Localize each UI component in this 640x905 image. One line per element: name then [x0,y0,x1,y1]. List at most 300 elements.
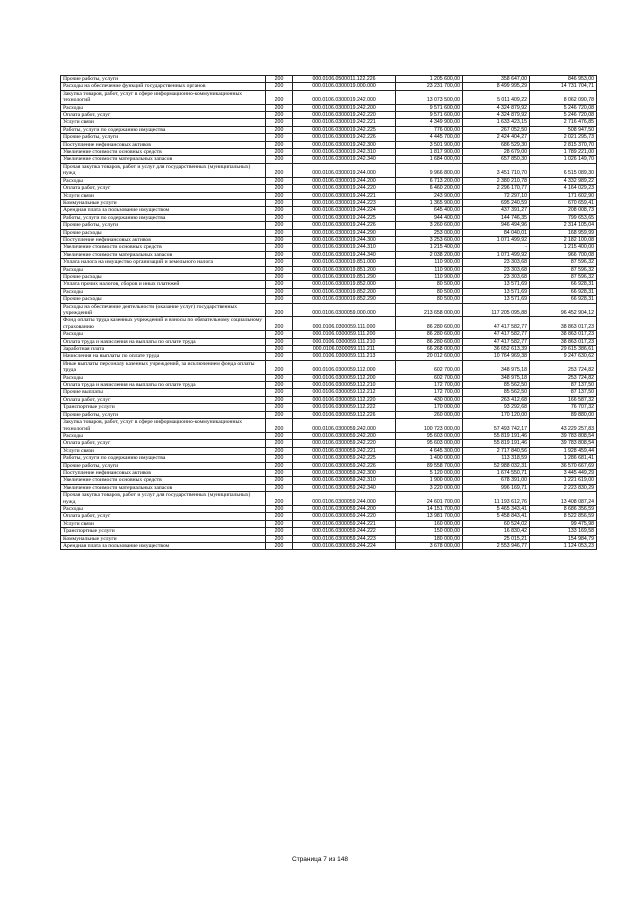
line-name-cell: Работы, услуги по содержанию имущества [61,455,266,462]
table-row [61,134,597,141]
unexecuted-amount-cell: 87 137,50 [530,382,597,389]
line-name-cell: Увеличение стоимости материальных запасов [61,484,266,491]
table-row [61,141,597,148]
table-row [61,126,597,133]
budget-classification-code-cell: 000.0106.0300019.851.000 [293,259,396,266]
line-code-cell: 200 [266,134,293,141]
line-code-cell: 200 [266,505,293,512]
table-row [61,288,597,295]
budget-classification-code-cell: 000.0106.0300059.112.226 [293,411,396,418]
approved-amount-cell: 9 571 600,00 [396,112,463,119]
approved-amount-cell: 180 000,00 [396,535,463,542]
approved-amount-cell: 150 000,00 [396,528,463,535]
unexecuted-amount-cell: 208 008,73 [530,207,597,214]
executed-amount-cell: 170 120,00 [463,411,530,418]
unexecuted-amount-cell: 508 947,50 [530,126,597,133]
executed-amount-cell: 2 717 840,56 [463,447,530,454]
unexecuted-amount-cell: 87 596,32 [530,266,597,273]
budget-classification-code-cell: 000.0106.0300019.851.290 [293,273,396,280]
budget-classification-code-cell: 000.0106.0300059.111.000 [293,317,396,331]
table-row [61,303,597,317]
table-row [61,396,597,403]
approved-amount-cell: 86 280 600,00 [396,317,463,331]
unexecuted-amount-cell: 1 221 619,00 [530,477,597,484]
unexecuted-amount-cell: 87 137,50 [530,389,597,396]
line-name-cell: Поступление нефинансовых активов [61,141,266,148]
approved-amount-cell: 172 700,00 [396,382,463,389]
table-row [61,484,597,491]
line-name-cell: Оплата труда и начисления на выплаты по оплате труда [61,338,266,345]
line-code-cell: 200 [266,346,293,353]
approved-amount-cell: 6 713 200,00 [396,177,463,184]
approved-amount-cell: 3 253 600,00 [396,236,463,243]
budget-classification-code-cell: 000.0106.0300059.244.222 [293,528,396,535]
table-row [61,543,597,550]
executed-amount-cell: - [463,244,530,251]
line-name-cell: Уплата налога на имущество организаций и земельного налога [61,259,266,266]
table-row [61,535,597,542]
line-name-cell: Работы, услуги по содержанию имущества [61,126,266,133]
executed-amount-cell: 144 746,35 [463,214,530,221]
unexecuted-amount-cell: 39 783 808,54 [530,432,597,439]
budget-classification-code-cell: 000.0106.0300019.244.226 [293,222,396,229]
budget-classification-code-cell: 000.0106.0300059.112.220 [293,396,396,403]
unexecuted-amount-cell: 2 815 370,70 [530,141,597,148]
line-code-cell: 200 [266,492,293,506]
approved-amount-cell: 20 012 600,00 [396,353,463,360]
approved-amount-cell: 602 700,00 [396,374,463,381]
line-name-cell: Коммунальные услуги [61,199,266,206]
table-row [61,374,597,381]
executed-amount-cell: 85 562,50 [463,389,530,396]
table-row [61,163,597,177]
approved-amount-cell: 3 678 000,00 [396,543,463,550]
line-code-cell: 200 [266,296,293,303]
table-row [61,251,597,258]
unexecuted-amount-cell: 5 246 720,08 [530,104,597,111]
approved-amount-cell: 243 900,00 [396,192,463,199]
unexecuted-amount-cell: 2 716 476,85 [530,119,597,126]
unexecuted-amount-cell: 3 445 449,29 [530,469,597,476]
budget-classification-code-cell: 000.0106.0300059.244.200 [293,505,396,512]
budget-classification-code-cell: 000.0106.0300059.242.225 [293,455,396,462]
budget-classification-code-cell: 000.0106.0300059.242.300 [293,469,396,476]
line-code-cell: 200 [266,353,293,360]
budget-classification-code-cell: 000.0106.0300059.111.210 [293,338,396,345]
approved-amount-cell: 1 684 000,00 [396,156,463,163]
line-name-cell: Расходы на обеспечение деятельности (оказание услуг) государственных учреждений [61,303,266,317]
line-name-cell: Увеличение стоимости основных средств [61,477,266,484]
line-name-cell: Оплата работ, услуг [61,396,266,403]
table-row [61,185,597,192]
executed-amount-cell: 358 647,00 [463,76,530,83]
executed-amount-cell: 47 417 582,77 [463,338,530,345]
budget-classification-code-cell: 000.0106.0300019.851.200 [293,266,396,273]
executed-amount-cell: 4 324 879,92 [463,112,530,119]
unexecuted-amount-cell: 9 247 630,62 [530,353,597,360]
approved-amount-cell: 1 365 900,00 [396,199,463,206]
line-code-cell: 200 [266,177,293,184]
executed-amount-cell: 5 011 409,22 [463,90,530,104]
approved-amount-cell: 9 966 800,00 [396,163,463,177]
unexecuted-amount-cell: 171 602,90 [530,192,597,199]
budget-classification-code-cell: 000.0106.0300059.244.221 [293,520,396,527]
unexecuted-amount-cell: 87 596,32 [530,259,597,266]
budget-classification-code-cell: 000.0106.0300059.244.220 [293,513,396,520]
approved-amount-cell: 13 981 700,00 [396,513,463,520]
executed-amount-cell: 348 975,18 [463,360,530,374]
line-code-cell: 200 [266,419,293,433]
unexecuted-amount-cell: 89 880,00 [530,411,597,418]
table-row [61,505,597,512]
line-name-cell: Арендная плата за пользование имуществом [61,207,266,214]
table-row [61,90,597,104]
approved-amount-cell: 95 603 000,00 [396,432,463,439]
line-name-cell: Начисления на выплаты по оплате труда [61,353,266,360]
table-row [61,432,597,439]
budget-classification-code-cell: 000.0106.0300059.242.226 [293,462,396,469]
line-name-cell: Прочие работы, услуги [61,462,266,469]
line-name-cell: Фонд оплаты труда казенных учреждений и взносы по обязательному социальному страхованию [61,317,266,331]
budget-classification-code-cell: 000.0106.0300059.242.340 [293,484,396,491]
line-name-cell: Работы, услуги по содержанию имущества [61,214,266,221]
table-row [61,469,597,476]
executed-amount-cell: 678 391,00 [463,477,530,484]
unexecuted-amount-cell: 133 169,58 [530,528,597,535]
approved-amount-cell: 4 349 900,00 [396,119,463,126]
line-code-cell: 200 [266,389,293,396]
approved-amount-cell: 645 400,00 [396,207,463,214]
table-row [61,528,597,535]
budget-classification-code-cell: 000.0106.0300059.111.211 [293,346,396,353]
approved-amount-cell: 1 900 000,00 [396,477,463,484]
line-name-cell: Уплата прочих налогов, сборов и иных платежей [61,281,266,288]
approved-amount-cell: 944 400,00 [396,214,463,221]
line-name-cell: Прочие работы, услуги [61,222,266,229]
table-row [61,214,597,221]
unexecuted-amount-cell: 966 700,08 [530,251,597,258]
table-row [61,229,597,236]
unexecuted-amount-cell: 29 615 386,61 [530,346,597,353]
executed-amount-cell: 348 975,18 [463,374,530,381]
line-code-cell: 200 [266,411,293,418]
approved-amount-cell: 80 500,00 [396,288,463,295]
budget-classification-code-cell: 000.0106.0300019.242.226 [293,134,396,141]
executed-amount-cell: 47 417 582,77 [463,317,530,331]
line-name-cell: Заработная плата [61,346,266,353]
executed-amount-cell: 437 391,27 [463,207,530,214]
unexecuted-amount-cell: 14 731 704,71 [530,83,597,90]
executed-amount-cell: 695 240,59 [463,199,530,206]
approved-amount-cell: 430 000,00 [396,396,463,403]
executed-amount-cell: 13 571,69 [463,296,530,303]
approved-amount-cell: 3 220 000,00 [396,484,463,491]
unexecuted-amount-cell: 39 783 808,54 [530,440,597,447]
budget-classification-code-cell: 000.0106.0300059.112.212 [293,389,396,396]
table-row [61,199,597,206]
table-row [61,83,597,90]
executed-amount-cell: 2 424 404,27 [463,134,530,141]
approved-amount-cell: 260 000,00 [396,411,463,418]
line-code-cell: 200 [266,259,293,266]
approved-amount-cell: 80 500,00 [396,296,463,303]
unexecuted-amount-cell: 66 928,31 [530,281,597,288]
line-code-cell: 200 [266,455,293,462]
unexecuted-amount-cell: 166 587,32 [530,396,597,403]
executed-amount-cell: 2 553 946,77 [463,543,530,550]
table-row [61,192,597,199]
line-name-cell: Прочая закупка товаров, работ и услуг для государственных (муниципальных) нужд [61,492,266,506]
line-code-cell: 200 [266,207,293,214]
budget-classification-code-cell: 000.0106.0300019.242.340 [293,156,396,163]
executed-amount-cell: 55 819 191,46 [463,432,530,439]
budget-classification-code-cell: 000.0106.0300019.244.310 [293,244,396,251]
unexecuted-amount-cell: 66 928,31 [530,288,597,295]
line-name-cell: Оплата труда и начисления на выплаты по оплате труда [61,382,266,389]
unexecuted-amount-cell: 13 408 087,24 [530,492,597,506]
line-code-cell: 200 [266,199,293,206]
unexecuted-amount-cell: 87 596,32 [530,273,597,280]
budget-classification-code-cell: 000.0106.0300059.112.200 [293,374,396,381]
line-code-cell: 200 [266,222,293,229]
unexecuted-amount-cell: 8 522 856,59 [530,513,597,520]
table-row [61,222,597,229]
unexecuted-amount-cell: 1 124 053,23 [530,543,597,550]
line-code-cell: 200 [266,440,293,447]
budget-classification-code-cell: 000.0106.0300019.244.340 [293,251,396,258]
executed-amount-cell: 23 303,68 [463,266,530,273]
line-name-cell: Коммунальные услуги [61,535,266,542]
line-code-cell: 200 [266,104,293,111]
budget-classification-code-cell: 000.0106.0300019.242.220 [293,112,396,119]
unexecuted-amount-cell: 2 223 830,29 [530,484,597,491]
budget-classification-code-cell: 000.0106.0300019.244.225 [293,214,396,221]
budget-classification-code-cell: 000.0106.0300019.244.221 [293,192,396,199]
unexecuted-amount-cell: 96 452 904,12 [530,303,597,317]
table-row [61,477,597,484]
approved-amount-cell: 1 215 400,00 [396,244,463,251]
table-row [61,353,597,360]
table-row [61,236,597,243]
approved-amount-cell: 110 900,00 [396,266,463,273]
line-code-cell: 200 [266,520,293,527]
approved-amount-cell: 24 601 700,00 [396,492,463,506]
line-name-cell: Услуги связи [61,192,266,199]
approved-amount-cell: 80 500,00 [396,281,463,288]
budget-classification-code-cell: 000.0106.0300019.242.310 [293,149,396,156]
approved-amount-cell: 5 120 000,00 [396,469,463,476]
line-name-cell: Услуги связи [61,447,266,454]
line-code-cell: 200 [266,513,293,520]
budget-classification-code-cell: 000.0106.0300059.244.000 [293,492,396,506]
line-name-cell: Расходы [61,374,266,381]
executed-amount-cell: 2 380 210,78 [463,177,530,184]
table-row [61,177,597,184]
approved-amount-cell: 213 658 000,00 [396,303,463,317]
executed-amount-cell: 263 412,68 [463,396,530,403]
table-row [61,119,597,126]
executed-amount-cell: 13 571,69 [463,288,530,295]
line-code-cell: 200 [266,432,293,439]
budget-classification-code-cell: 000.0106.0300059.000.000 [293,303,396,317]
line-name-cell: Оплата работ, услуг [61,440,266,447]
table-row [61,281,597,288]
executed-amount-cell: 657 850,30 [463,156,530,163]
line-name-cell: Транспортные услуги [61,528,266,535]
executed-amount-cell: 1 071 499,92 [463,236,530,243]
line-name-cell: Увеличение стоимости основных средств [61,149,266,156]
approved-amount-cell: 160 000,00 [396,520,463,527]
line-name-cell: Расходы [61,104,266,111]
table-row [61,389,597,396]
line-name-cell: Расходы [61,432,266,439]
line-name-cell: Прочие работы, услуги [61,134,266,141]
table-row [61,296,597,303]
table-row [61,440,597,447]
unexecuted-amount-cell: 1 026 149,70 [530,156,597,163]
table-row [61,492,597,506]
executed-amount-cell: 28 679,00 [463,149,530,156]
executed-amount-cell: 85 562,50 [463,382,530,389]
budget-classification-code-cell: 000.0106.0300019.852.290 [293,296,396,303]
approved-amount-cell: 253 000,00 [396,229,463,236]
line-name-cell: Арендная плата за пользование имуществом [61,543,266,550]
line-code-cell: 200 [266,543,293,550]
executed-amount-cell: 1 674 550,71 [463,469,530,476]
unexecuted-amount-cell: 253 724,82 [530,360,597,374]
line-code-cell: 200 [266,149,293,156]
table-row [61,244,597,251]
executed-amount-cell: 946 494,96 [463,222,530,229]
line-code-cell: 200 [266,338,293,345]
line-name-cell: Поступление нефинансовых активов [61,469,266,476]
line-code-cell: 200 [266,404,293,411]
unexecuted-amount-cell: 5 246 720,08 [530,112,597,119]
approved-amount-cell: 170 000,00 [396,404,463,411]
budget-classification-code-cell: 000.0106.0300059.242.220 [293,440,396,447]
executed-amount-cell: 1 633 423,15 [463,119,530,126]
executed-amount-cell: 57 493 742,17 [463,419,530,433]
executed-amount-cell: 113 318,59 [463,455,530,462]
line-name-cell: Оплата работ, услуг [61,513,266,520]
budget-classification-code-cell: 000.0106.0300059.112.000 [293,360,396,374]
table-row [61,520,597,527]
line-code-cell: 200 [266,288,293,295]
line-code-cell: 200 [266,469,293,476]
approved-amount-cell: 9 571 600,00 [396,104,463,111]
page-footer: Страница 7 из 148 [292,856,348,863]
unexecuted-amount-cell: 6 515 089,30 [530,163,597,177]
budget-classification-code-cell: 000.0106.0300019.852.200 [293,288,396,295]
approved-amount-cell: 86 280 600,00 [396,338,463,345]
executed-amount-cell: 267 052,50 [463,126,530,133]
unexecuted-amount-cell: 38 863 017,23 [530,331,597,338]
budget-classification-code-cell: 000.0106.0300019.852.000 [293,281,396,288]
budget-classification-code-cell: 000.0106.0300019.244.200 [293,177,396,184]
executed-amount-cell: 36 652 613,39 [463,346,530,353]
table-row [61,404,597,411]
table-row [61,76,597,83]
approved-amount-cell: 86 280 600,00 [396,331,463,338]
line-name-cell: Прочие расходы [61,296,266,303]
budget-classification-code-cell: 000.0106.0300019.242.200 [293,104,396,111]
line-code-cell: 200 [266,112,293,119]
line-code-cell: 200 [266,462,293,469]
approved-amount-cell: 3 501 900,00 [396,141,463,148]
approved-amount-cell: 4 645 300,00 [396,447,463,454]
budget-classification-code-cell: 000.0106.0300059.111.213 [293,353,396,360]
line-code-cell: 200 [266,477,293,484]
budget-classification-code-cell: 000.0106.0300019.242.000 [293,90,396,104]
budget-classification-code-cell: 000.0106.0300059.244.224 [293,543,396,550]
approved-amount-cell: 66 268 000,00 [396,346,463,353]
table-row [61,259,597,266]
executed-amount-cell: 3 451 710,70 [463,163,530,177]
table-row [61,156,597,163]
budget-classification-code-cell: 000.0106.0300059.242.310 [293,477,396,484]
budget-classification-code-cell: 000.0106.0300059.244.223 [293,535,396,542]
approved-amount-cell: 776 000,00 [396,126,463,133]
line-code-cell: 200 [266,535,293,542]
line-name-cell: Поступление нефинансовых активов [61,236,266,243]
executed-amount-cell: 47 417 582,77 [463,331,530,338]
table-row [61,331,597,338]
executed-amount-cell: 52 988 032,31 [463,462,530,469]
line-name-cell: Оплата работ, услуг [61,185,266,192]
table-row [61,455,597,462]
table-row [61,266,597,273]
approved-amount-cell: 3 260 600,00 [396,222,463,229]
table-row [61,112,597,119]
unexecuted-amount-cell: 2 021 295,73 [530,134,597,141]
line-code-cell: 200 [266,229,293,236]
line-code-cell: 200 [266,214,293,221]
unexecuted-amount-cell: 99 475,98 [530,520,597,527]
budget-classification-code-cell: 000.0106.0300019.242.225 [293,126,396,133]
line-code-cell: 200 [266,163,293,177]
line-code-cell: 200 [266,244,293,251]
executed-amount-cell: 25 015,21 [463,535,530,542]
line-name-cell: Расходы [61,331,266,338]
table-row [61,462,597,469]
budget-classification-code-cell: 000.0106.0300019.244.224 [293,207,396,214]
unexecuted-amount-cell: 76 707,32 [530,404,597,411]
budget-classification-code-cell: 000.0106.0300019.244.223 [293,199,396,206]
line-name-cell: Прочие расходы [61,229,266,236]
approved-amount-cell: 1 205 600,00 [396,76,463,83]
executed-amount-cell: 5 458 843,41 [463,513,530,520]
unexecuted-amount-cell: 253 724,82 [530,374,597,381]
executed-amount-cell: 60 524,02 [463,520,530,527]
executed-amount-cell: 996 169,71 [463,484,530,491]
executed-amount-cell: 11 193 612,76 [463,492,530,506]
line-code-cell: 200 [266,382,293,389]
unexecuted-amount-cell: 4 332 989,22 [530,177,597,184]
line-name-cell: Прочие работы, услуги [61,76,266,83]
unexecuted-amount-cell: 1 928 459,44 [530,447,597,454]
table-row [61,317,597,331]
unexecuted-amount-cell: 8 062 090,78 [530,90,597,104]
line-code-cell: 200 [266,251,293,258]
line-name-cell: Оплата работ, услуг [61,112,266,119]
line-code-cell: 200 [266,528,293,535]
line-name-cell: Расходы [61,177,266,184]
unexecuted-amount-cell: 799 653,65 [530,214,597,221]
line-code-cell: 200 [266,141,293,148]
table-row [61,360,597,374]
line-name-cell: Расходы [61,288,266,295]
table-row [61,382,597,389]
